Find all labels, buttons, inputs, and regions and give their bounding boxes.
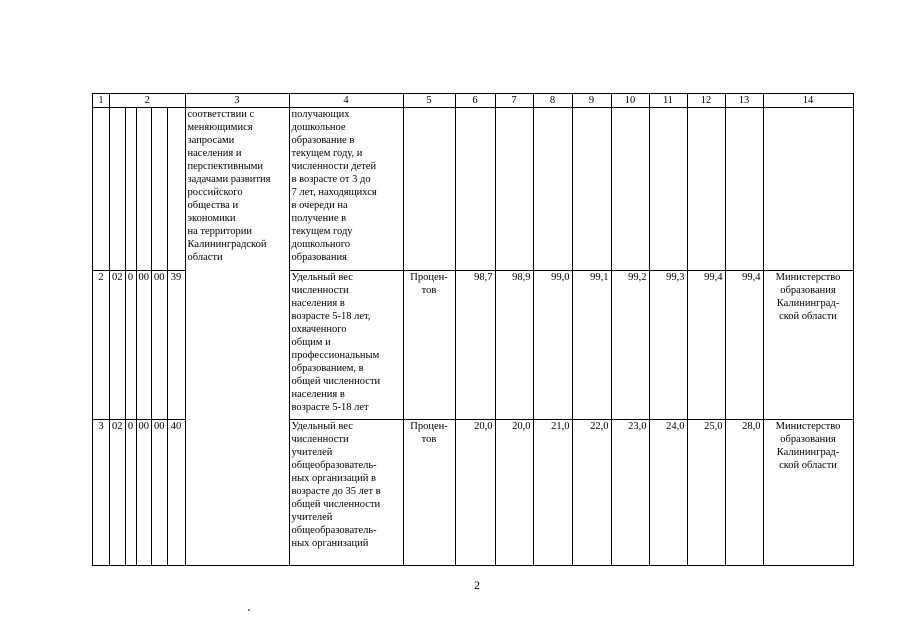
document-table-frame (92, 93, 854, 566)
cont-no-cell (93, 108, 110, 271)
unit-text: Процен- тов (410, 272, 448, 296)
header-col-14: 14 (763, 94, 853, 108)
cont-val-cell (533, 108, 572, 271)
cont-val-cell (455, 108, 495, 271)
cont-val-cell (725, 108, 763, 271)
goal-text: соответствии с меняющимися запросами населения и перспективными задачами развития российского общества и экономики на территории Калининградской области (187, 109, 271, 263)
indicator-text: Удельный вес численности населения в возрасте 5-18 лет, охваченного общим и профессиональным образованием, в общей численности населения в возрасте 5-18 лет (291, 272, 381, 413)
value-cell: 28,0 (725, 420, 763, 566)
header-col-2: 2 (110, 94, 186, 108)
cont-indicator-cell (289, 108, 403, 271)
value-cell: 99,4 (687, 271, 725, 420)
cont-val-cell (687, 108, 725, 271)
value-cell: 99,3 (649, 271, 687, 420)
unit-text: Процен- тов (410, 421, 448, 445)
code-part: 39 (167, 271, 185, 420)
responsible-cell (763, 420, 853, 566)
header-col-12: 12 (687, 94, 725, 108)
value-cell: 20,0 (495, 420, 533, 566)
unit-cell (403, 271, 455, 420)
cont-indicator-text: получающих дошкольное образование в текущем году, и численности детей в возрасте от 3 до 7 лет, находящихся в очереди на получение в текущем году дошкольного образования (291, 109, 377, 263)
row-number: 3 (93, 420, 110, 566)
code-part: 02 (110, 420, 126, 566)
goal-cell (185, 108, 289, 566)
cont-code-cell-1 (110, 108, 126, 271)
header-col-5: 5 (403, 94, 455, 108)
cont-unit-cell (403, 108, 455, 271)
responsible-text: Министерство образования Калининград- ской области (775, 421, 841, 471)
cont-val-cell (649, 108, 687, 271)
scan-speck (248, 609, 250, 611)
code-part: 00 (136, 271, 152, 420)
code-part: 02 (110, 271, 126, 420)
header-col-11: 11 (649, 94, 687, 108)
header-col-8: 8 (533, 94, 572, 108)
value-cell: 20,0 (455, 420, 495, 566)
header-col-10: 10 (611, 94, 649, 108)
value-cell: 98,9 (495, 271, 533, 420)
cont-responsible-cell (763, 108, 853, 271)
page-number: 2 (474, 578, 480, 592)
responsible-cell (763, 271, 853, 420)
code-part: 00 (152, 271, 168, 420)
header-row (93, 94, 854, 108)
cont-code-cell-4 (152, 108, 168, 271)
value-cell: 24,0 (649, 420, 687, 566)
value-cell: 23,0 (611, 420, 649, 566)
value-cell: 99,2 (611, 271, 649, 420)
header-col-3: 3 (185, 94, 289, 108)
value-cell: 21,0 (533, 420, 572, 566)
value-cell: 25,0 (687, 420, 725, 566)
value-cell: 99,0 (533, 271, 572, 420)
cont-code-cell-2 (125, 108, 136, 271)
value-cell: 22,0 (572, 420, 611, 566)
code-part: 0 (125, 271, 136, 420)
cont-code-cell-3 (136, 108, 152, 271)
header-col-13: 13 (725, 94, 763, 108)
responsible-text: Министерство образования Калининград- ской области (775, 272, 841, 322)
value-cell: 99,1 (572, 271, 611, 420)
value-cell: 98,7 (455, 271, 495, 420)
indicator-cell (289, 271, 403, 420)
cont-code-cell-5 (167, 108, 185, 271)
header-col-6: 6 (455, 94, 495, 108)
continuation-row (93, 108, 854, 271)
indicator-cell (289, 420, 403, 566)
code-part: 40 (167, 420, 185, 566)
code-part: 00 (152, 420, 168, 566)
header-col-7: 7 (495, 94, 533, 108)
row-number: 2 (93, 271, 110, 420)
header-col-1: 1 (93, 94, 110, 108)
header-col-4: 4 (289, 94, 403, 108)
cont-val-cell (611, 108, 649, 271)
header-col-9: 9 (572, 94, 611, 108)
indicator-text: Удельный вес численности учителей общеобразователь- ных организаций в возрасте до 35 лет в общей численности учителей общеобразователь- ных организаций (291, 421, 381, 549)
cont-val-cell (572, 108, 611, 271)
indicators-table (92, 93, 854, 566)
cont-val-cell (495, 108, 533, 271)
code-part: 00 (136, 420, 152, 566)
unit-cell (403, 420, 455, 566)
code-part: 0 (125, 420, 136, 566)
value-cell: 99,4 (725, 271, 763, 420)
